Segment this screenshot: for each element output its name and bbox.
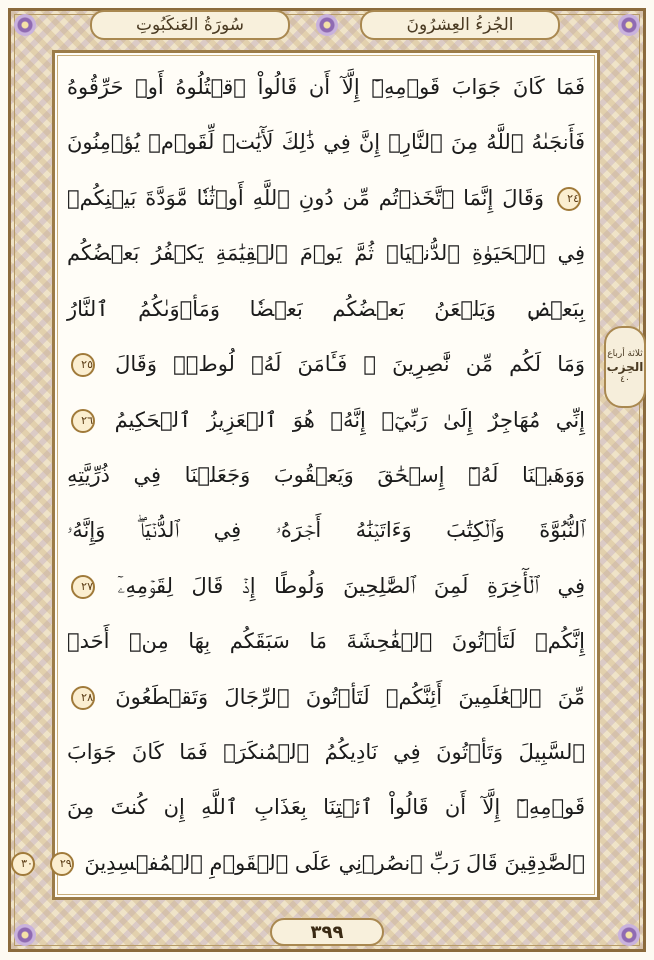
verse-line <box>67 671 585 723</box>
verse-text: وَوَهَبۡنَا لَهُۥٓ إِسۡحَٰقَ وَيَعۡقُوبَ وَجَعَلۡنَا فِي ذُرِّيَّتِهِ <box>67 462 585 487</box>
verse-lines <box>21 61 585 889</box>
juz-label: الجُزءُ العِشرُونَ <box>360 10 560 40</box>
verse-line <box>67 504 585 556</box>
verse-text: ٱلنُّبُوَّةَ وَٱلۡكِتَٰبَ وَءَاتَيۡنَٰهُ أَجۡرَهُۥ فِي ٱلدُّنۡيَاۖ وَإِنَّهُۥ <box>67 518 585 543</box>
corner-flower-icon <box>618 14 640 36</box>
verse-line <box>67 781 585 833</box>
verse-line <box>67 338 585 390</box>
hizb-word: الحِزب <box>606 359 644 374</box>
verse-text: فَأَنجَىٰهُ ٱللَّهُ مِنَ ٱلنَّارِۚ إِنَّ فِي ذَٰلِكَ لَأٓيَٰتٖ لِّقَوۡمٖ يُؤۡمِنُونَ <box>67 130 585 155</box>
verse-text: وَمَا لَكُم مِّن نَّٰصِرِينَ ۞ فَـَٔامَنَ لَهُۥ لُوطٞۘ وَقَالَ <box>115 352 585 377</box>
verse-text: وَقَالَ إِنَّمَا ٱتَّخَذۡتُم مِّن دُونِ ٱللَّهِ أَوۡثَٰنٗا مَّوَدَّةَ بَيۡنِكُمۡ <box>67 185 545 210</box>
verse-line <box>67 449 585 501</box>
hizb-quarter-label: ثلاثة أرباع <box>607 348 643 359</box>
ayah-number: ٢٨ <box>71 686 95 710</box>
verse-line <box>67 726 585 778</box>
verse-text: ٱلصَّٰدِقِينَ قَالَ رَبِّ ٱنصُرۡنِي عَلَى ٱلۡقَوۡمِ ٱلۡمُفۡسِدِينَ <box>84 850 585 875</box>
quran-text-panel <box>21 50 600 900</box>
ayah-number: ٢٤ <box>557 187 581 211</box>
verse-line <box>67 394 585 446</box>
surah-label: سُورَةُ العَنكَبُوتِ <box>90 10 290 40</box>
ayah-number: ٣٠ <box>11 852 35 876</box>
verse-line <box>67 560 585 612</box>
verse-text: مِّنَ ٱلۡعَٰلَمِينَ أَئِنَّكُمۡ لَتَأۡتُونَ ٱلرِّجَالَ وَتَقۡطَعُونَ <box>115 684 585 709</box>
corner-flower-icon <box>618 924 640 946</box>
corner-flower-icon <box>14 924 36 946</box>
verse-line <box>67 172 585 224</box>
verse-line <box>67 615 585 667</box>
ayah-number: ٢٦ <box>71 409 95 433</box>
verse-line <box>67 227 585 279</box>
ayah-number: ٢٥ <box>71 353 95 377</box>
verse-line <box>21 837 585 889</box>
verse-text: إِنِّي مُهَاجِرٌ إِلَىٰ رَبِّيٓۖ إِنَّهُۥ هُوَ ٱلۡعَزِيزُ ٱلۡحَكِيمُ <box>114 407 585 432</box>
hizb-number: ٤٠ <box>620 374 630 385</box>
verse-text: فِي ٱلۡحَيَوٰةِ ٱلدُّنۡيَاۖ ثُمَّ يَوۡمَ ٱلۡقِيَٰمَةِ يَكۡفُرُ بَعۡضُكُم <box>67 241 585 266</box>
verse-text: قَوۡمِهِۦٓ إِلَّآ أَن قَالُواْ ٱئۡتِنَا بِعَذَابِ ٱللَّهِ إِن كُنتَ مِنَ <box>67 795 585 820</box>
verse-text: فَمَا كَانَ جَوَابَ قَوۡمِهِۦٓ إِلَّآ أَن قَالُواْ ٱقۡتُلُوهُ أَوۡ حَرِّقُوهُ <box>67 75 585 99</box>
verse-line <box>67 283 585 335</box>
verse-text: ٱلسَّبِيلَ وَتَأۡتُونَ فِي نَادِيكُمُ ٱلۡمُنكَرَۖ فَمَا كَانَ جَوَابَ <box>67 740 585 765</box>
ayah-number: ٢٧ <box>71 575 95 599</box>
verse-text: فِي ٱلۡأٓخِرَةِ لَمِنَ ٱلصَّٰلِحِينَ وَلُوطًا إِذۡ قَالَ لِقَوۡمِهِۦٓ <box>117 573 585 598</box>
verse-line <box>67 116 585 168</box>
corner-flower-icon <box>14 14 36 36</box>
flower-ornament-icon <box>316 14 338 36</box>
page-number: ٣٩٩ <box>270 918 384 946</box>
ayah-number: ٢٩ <box>50 852 74 876</box>
hizb-marker <box>604 326 646 408</box>
verse-text: إِنَّكُمۡ لَتَأۡتُونَ ٱلۡفَٰحِشَةَ مَا سَبَقَكُم بِهَا مِنۡ أَحَدٖ <box>67 629 585 654</box>
verse-line <box>67 61 585 113</box>
verse-text: بِبَعۡضٖ وَيَلۡعَنُ بَعۡضُكُم بَعۡضٗا وَمَأۡوَىٰكُمُ ٱلنَّارُ <box>67 296 585 321</box>
